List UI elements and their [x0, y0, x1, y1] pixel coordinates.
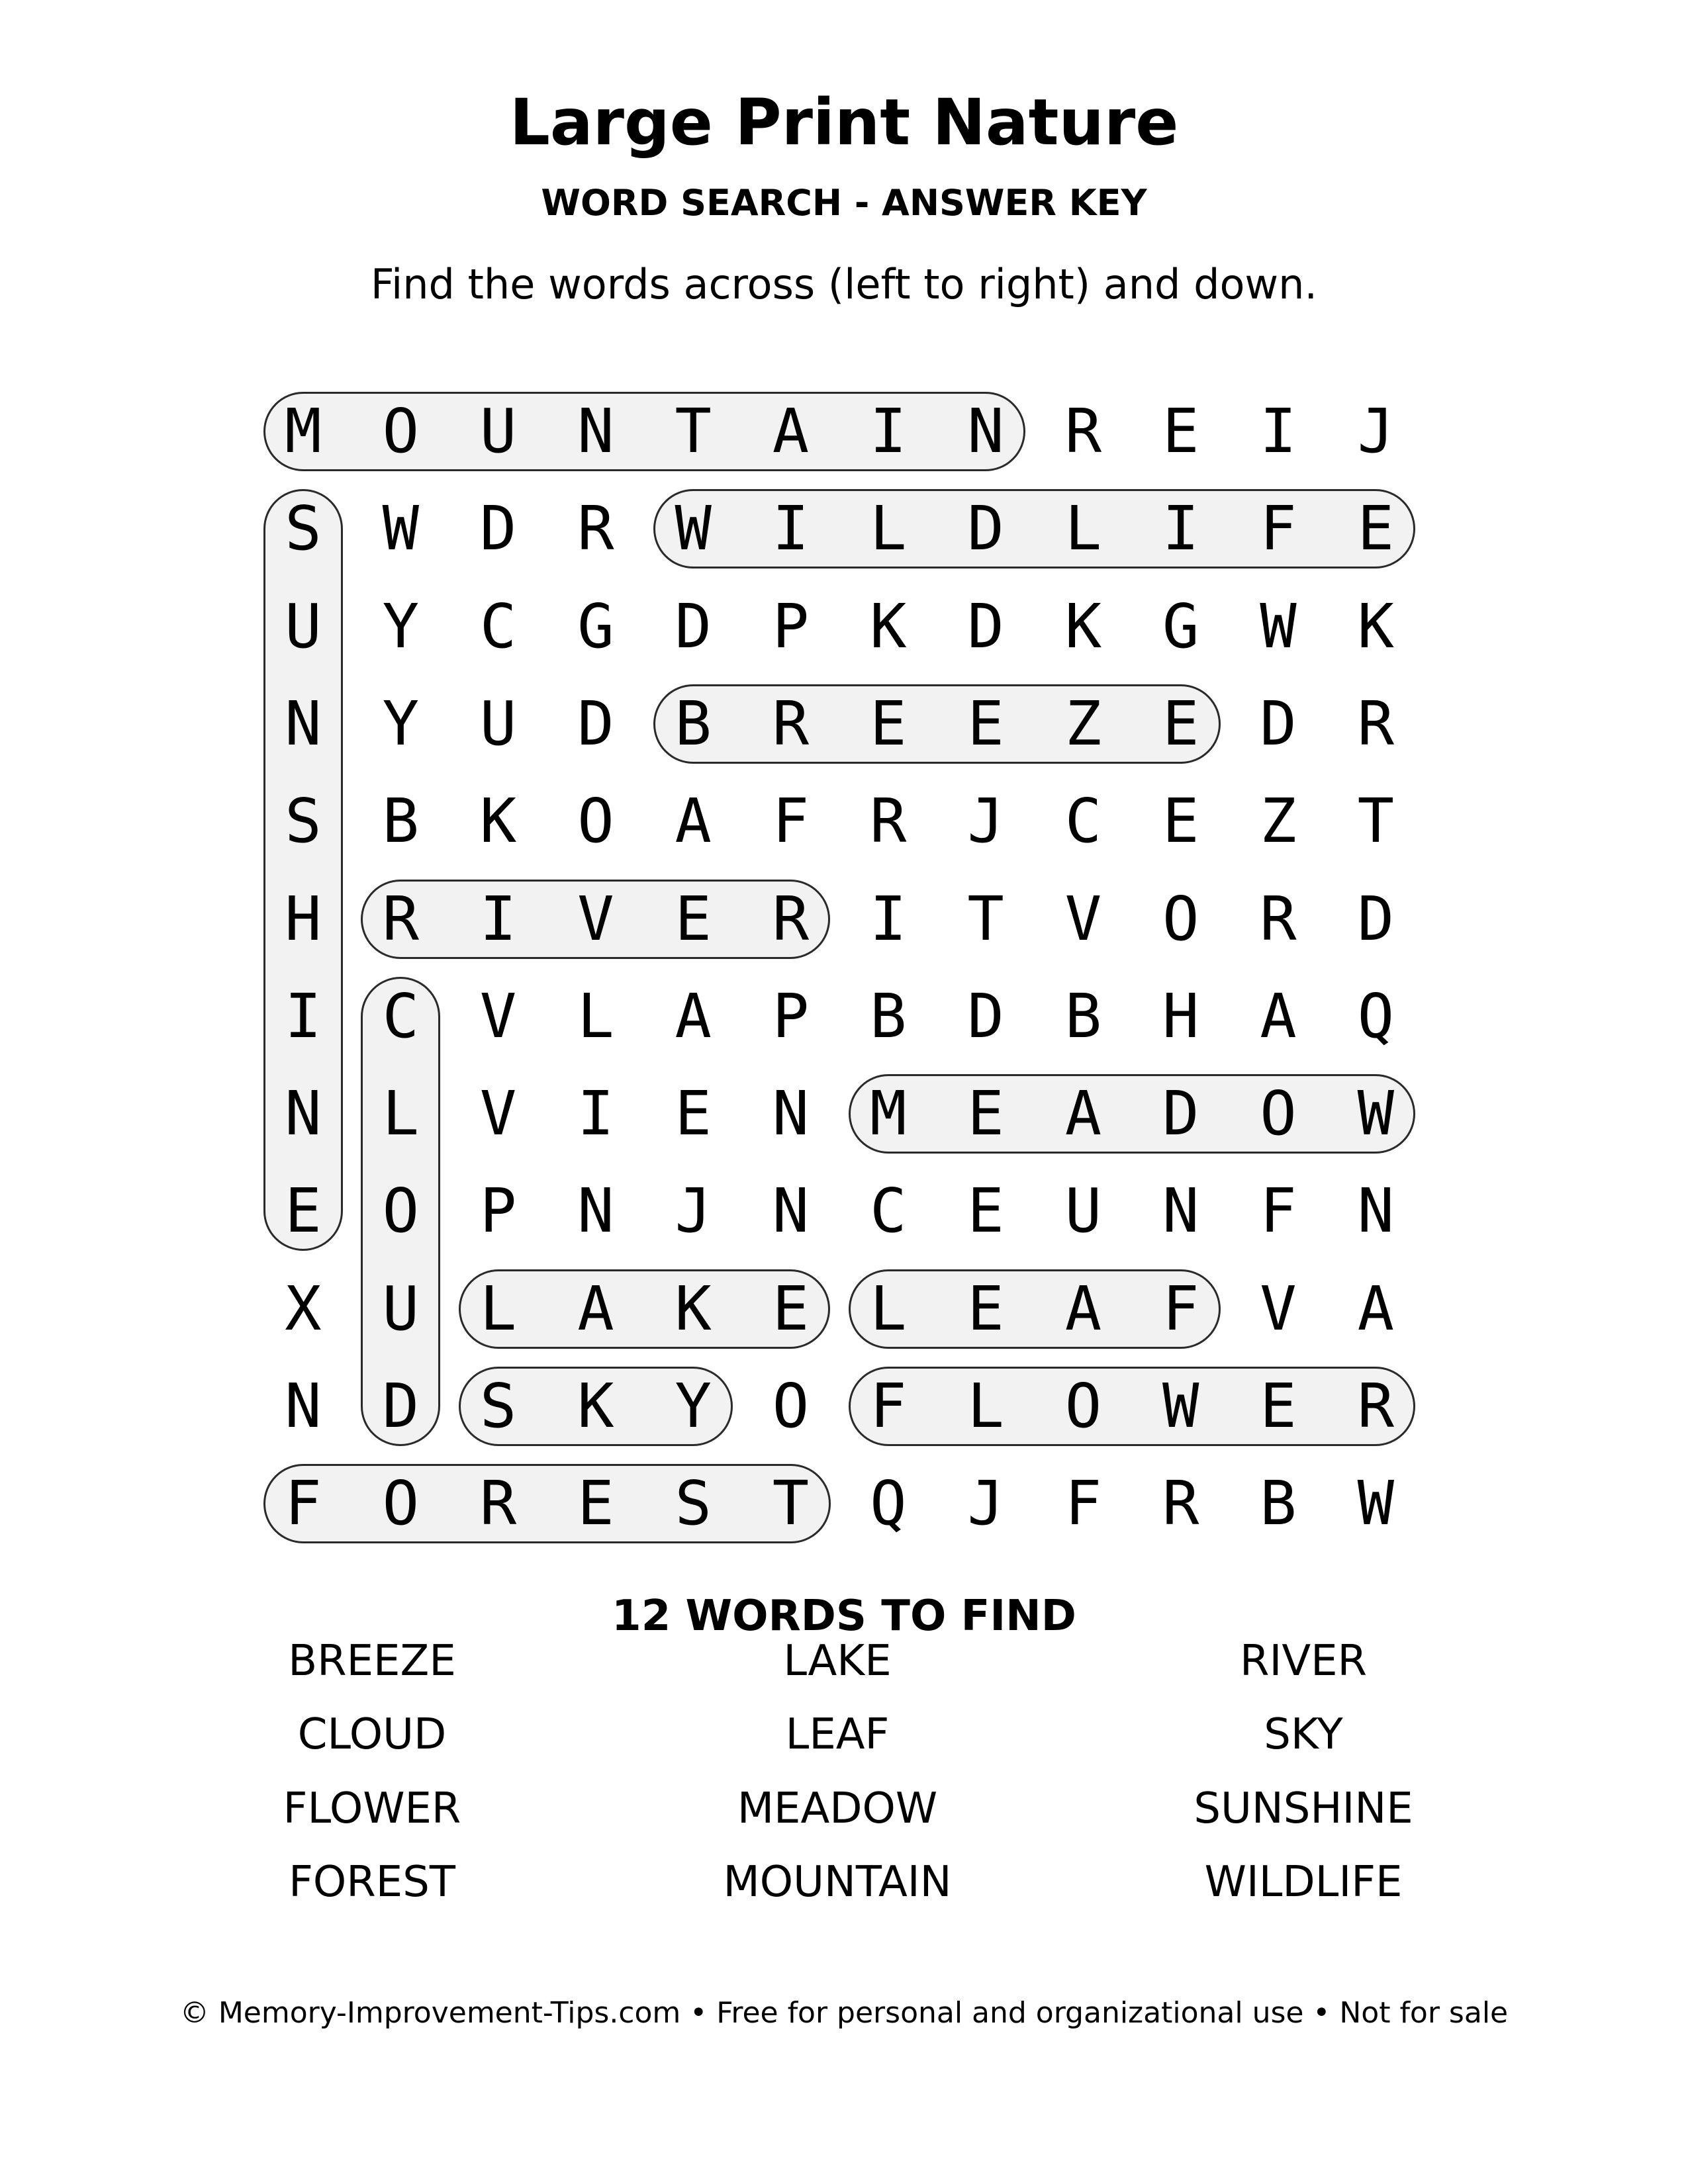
- grid-letter: E: [675, 883, 712, 954]
- grid-letter: E: [675, 1078, 712, 1150]
- grid-letter: F: [870, 1371, 907, 1441]
- grid-letter: U: [382, 1273, 419, 1344]
- grid-letter: N: [772, 1078, 810, 1150]
- grid-letter: E: [1260, 1371, 1297, 1441]
- grid-letter: D: [967, 980, 1004, 1052]
- grid-letter: E: [577, 1468, 614, 1539]
- grid-letter: O: [577, 786, 614, 857]
- grid-letter: B: [675, 688, 712, 759]
- grid-letter: F: [1260, 493, 1297, 565]
- grid-letter: R: [870, 786, 907, 857]
- grid-letter: E: [1162, 396, 1199, 467]
- grid-letter: J: [675, 1175, 712, 1247]
- grid-letter: T: [967, 883, 1004, 954]
- grid-letter: B: [1260, 1468, 1297, 1539]
- footer-text: © Memory-Improvement-Tips.com • Free for personal and organizational use • Not for sale: [179, 1996, 1509, 2030]
- grid-letter: C: [479, 590, 517, 662]
- grid-letter: T: [772, 1468, 810, 1539]
- word-list-item: FOREST: [289, 1858, 455, 1907]
- grid-letter: W: [1260, 590, 1297, 662]
- grid-letter: N: [772, 1175, 810, 1247]
- grid-letter: K: [577, 1371, 614, 1441]
- grid-letter: R: [1064, 396, 1102, 467]
- grid-letter: V: [1260, 1273, 1297, 1344]
- grid-letter: U: [1064, 1175, 1102, 1247]
- grid-letter: D: [577, 688, 614, 759]
- grid-letter: E: [1162, 688, 1199, 759]
- grid-letter: N: [577, 396, 614, 467]
- grid-letter: C: [870, 1175, 907, 1247]
- grid-letter: K: [1357, 590, 1394, 662]
- grid-letter: C: [1064, 786, 1102, 857]
- grid-letter: A: [1357, 1273, 1394, 1344]
- grid-letter: O: [1260, 1078, 1297, 1150]
- grid-letter: N: [285, 688, 322, 759]
- grid-letter: O: [382, 1175, 419, 1247]
- grid-letter: V: [479, 1078, 517, 1150]
- puzzle-subtitle: WORD SEARCH - ANSWER KEY: [541, 182, 1147, 224]
- grid-letter: N: [1357, 1175, 1394, 1247]
- grid-letter: D: [967, 590, 1004, 662]
- word-list-item: SKY: [1264, 1710, 1343, 1759]
- word-list-item: CLOUD: [297, 1710, 447, 1759]
- grid-letter: E: [285, 1175, 322, 1247]
- grid-letter: T: [1357, 786, 1394, 857]
- grid-letter: H: [285, 883, 322, 954]
- grid-letter: Y: [382, 688, 419, 759]
- grid-letter: R: [1260, 883, 1297, 954]
- grid-letter: W: [1357, 1468, 1394, 1539]
- grid-letter: E: [1162, 786, 1199, 857]
- grid-letter: R: [1162, 1468, 1199, 1539]
- grid-letter: P: [772, 980, 810, 1052]
- grid-letter: K: [675, 1273, 712, 1344]
- grid-letter: O: [1064, 1371, 1102, 1441]
- grid-letter: B: [1064, 980, 1102, 1052]
- grid-letter: L: [577, 980, 614, 1052]
- word-list-item: LEAF: [785, 1710, 890, 1759]
- grid-letter: S: [285, 493, 322, 565]
- grid-letter: R: [382, 883, 419, 954]
- grid-letter: W: [675, 493, 712, 565]
- word-list-item: SUNSHINE: [1194, 1784, 1413, 1833]
- grid-letter: O: [772, 1371, 810, 1441]
- grid-letter: R: [1357, 1371, 1394, 1441]
- grid-letter: O: [382, 396, 419, 467]
- grid-letter: N: [285, 1078, 322, 1150]
- grid-letter: D: [967, 493, 1004, 565]
- grid-letter: E: [1357, 493, 1394, 565]
- grid-letter: I: [870, 396, 907, 467]
- grid-letter: R: [1357, 688, 1394, 759]
- grid-letter: A: [675, 980, 712, 1052]
- grid-letter: U: [479, 396, 517, 467]
- grid-letter: O: [1162, 883, 1199, 954]
- grid-letter: D: [1162, 1078, 1199, 1150]
- grid-letter: D: [675, 590, 712, 662]
- grid-letter: S: [285, 786, 322, 857]
- grid-letter: D: [479, 493, 517, 565]
- grid-letter: N: [967, 396, 1004, 467]
- grid-letter: P: [772, 590, 810, 662]
- grid-letter: M: [285, 396, 322, 467]
- grid-letter: A: [577, 1273, 614, 1344]
- grid-letter: J: [967, 786, 1004, 857]
- grid-letter: O: [382, 1468, 419, 1539]
- grid-letter: N: [1162, 1175, 1199, 1247]
- word-list-item: RIVER: [1239, 1637, 1368, 1686]
- grid-letter: C: [382, 980, 419, 1052]
- grid-letter: F: [285, 1468, 322, 1539]
- grid-letter: W: [382, 493, 419, 565]
- puzzle-instructions: Find the words across (left to right) and down.: [370, 260, 1318, 308]
- grid-letter: D: [1260, 688, 1297, 759]
- grid-letter: A: [1064, 1078, 1102, 1150]
- grid-letter: L: [870, 1273, 907, 1344]
- word-list-item: WILDLIFE: [1204, 1858, 1403, 1907]
- grid-letter: U: [285, 590, 322, 662]
- grid-letter: M: [870, 1078, 907, 1150]
- grid-letter: X: [285, 1273, 322, 1344]
- grid-letter: Y: [382, 590, 419, 662]
- grid-letter: L: [479, 1273, 517, 1344]
- grid-letter: D: [382, 1371, 419, 1441]
- grid-letter: E: [967, 1175, 1004, 1247]
- grid-letter: D: [1357, 883, 1394, 954]
- grid-letter: I: [479, 883, 517, 954]
- grid-letter: U: [479, 688, 517, 759]
- grid-letter: E: [772, 1273, 810, 1344]
- grid-letter: E: [967, 688, 1004, 759]
- grid-letter: S: [479, 1371, 517, 1441]
- grid-letter: E: [870, 688, 907, 759]
- grid-letter: I: [1162, 493, 1199, 565]
- grid-letter: G: [577, 590, 614, 662]
- grid-letter: E: [967, 1273, 1004, 1344]
- grid-letter: K: [1064, 590, 1102, 662]
- grid-letter: K: [870, 590, 907, 662]
- grid-letter: N: [285, 1371, 322, 1441]
- grid-letter: Z: [1064, 688, 1102, 759]
- grid-letter: V: [1064, 883, 1102, 954]
- word-list-item: MEADOW: [737, 1784, 938, 1833]
- grid-letter: E: [967, 1078, 1004, 1150]
- grid-letter: A: [1064, 1273, 1102, 1344]
- grid-letter: J: [1357, 396, 1394, 467]
- grid-letter: L: [870, 493, 907, 565]
- word-list-item: LAKE: [783, 1637, 892, 1686]
- grid-letter: K: [479, 786, 517, 857]
- word-list-item: MOUNTAIN: [723, 1858, 952, 1907]
- grid-letter: A: [772, 396, 810, 467]
- grid-letter: R: [772, 883, 810, 954]
- grid-letter: R: [577, 493, 614, 565]
- grid-letter: R: [772, 688, 810, 759]
- grid-letter: G: [1162, 590, 1199, 662]
- grid-letter: F: [1064, 1468, 1102, 1539]
- grid-letter: F: [1260, 1175, 1297, 1247]
- grid-letter: N: [577, 1175, 614, 1247]
- grid-letter: F: [772, 786, 810, 857]
- grid-letter: S: [675, 1468, 712, 1539]
- grid-letter: V: [479, 980, 517, 1052]
- grid-letter: T: [675, 396, 712, 467]
- grid-letter: J: [967, 1468, 1004, 1539]
- grid-letter: Q: [870, 1468, 907, 1539]
- word-list-item: BREEZE: [288, 1637, 456, 1686]
- grid-letter: P: [479, 1175, 517, 1247]
- grid-letter: A: [675, 786, 712, 857]
- grid-letter: W: [1357, 1078, 1394, 1150]
- grid-letter: Y: [675, 1371, 712, 1441]
- grid-letter: I: [772, 493, 810, 565]
- grid-letter: Z: [1260, 786, 1297, 857]
- grid-letter: W: [1162, 1371, 1199, 1441]
- grid-letter: I: [870, 883, 907, 954]
- grid-letter: B: [382, 786, 419, 857]
- grid-letter: L: [967, 1371, 1004, 1441]
- grid-letter: A: [1260, 980, 1297, 1052]
- grid-letter: L: [1064, 493, 1102, 565]
- grid-letter: Q: [1357, 980, 1394, 1052]
- grid-letter: I: [577, 1078, 614, 1150]
- word-list-title: 12 WORDS TO FIND: [612, 1592, 1076, 1641]
- word-list-item: FLOWER: [283, 1784, 461, 1833]
- grid-letter: I: [1260, 396, 1297, 467]
- grid-letter: H: [1162, 980, 1199, 1052]
- grid-letter: V: [577, 883, 614, 954]
- grid-letter: F: [1162, 1273, 1199, 1344]
- grid-letter: R: [479, 1468, 517, 1539]
- grid-letter: I: [285, 980, 322, 1052]
- grid-letter: L: [382, 1078, 419, 1150]
- puzzle-title: Large Print Nature: [509, 85, 1179, 159]
- grid-letter: B: [870, 980, 907, 1052]
